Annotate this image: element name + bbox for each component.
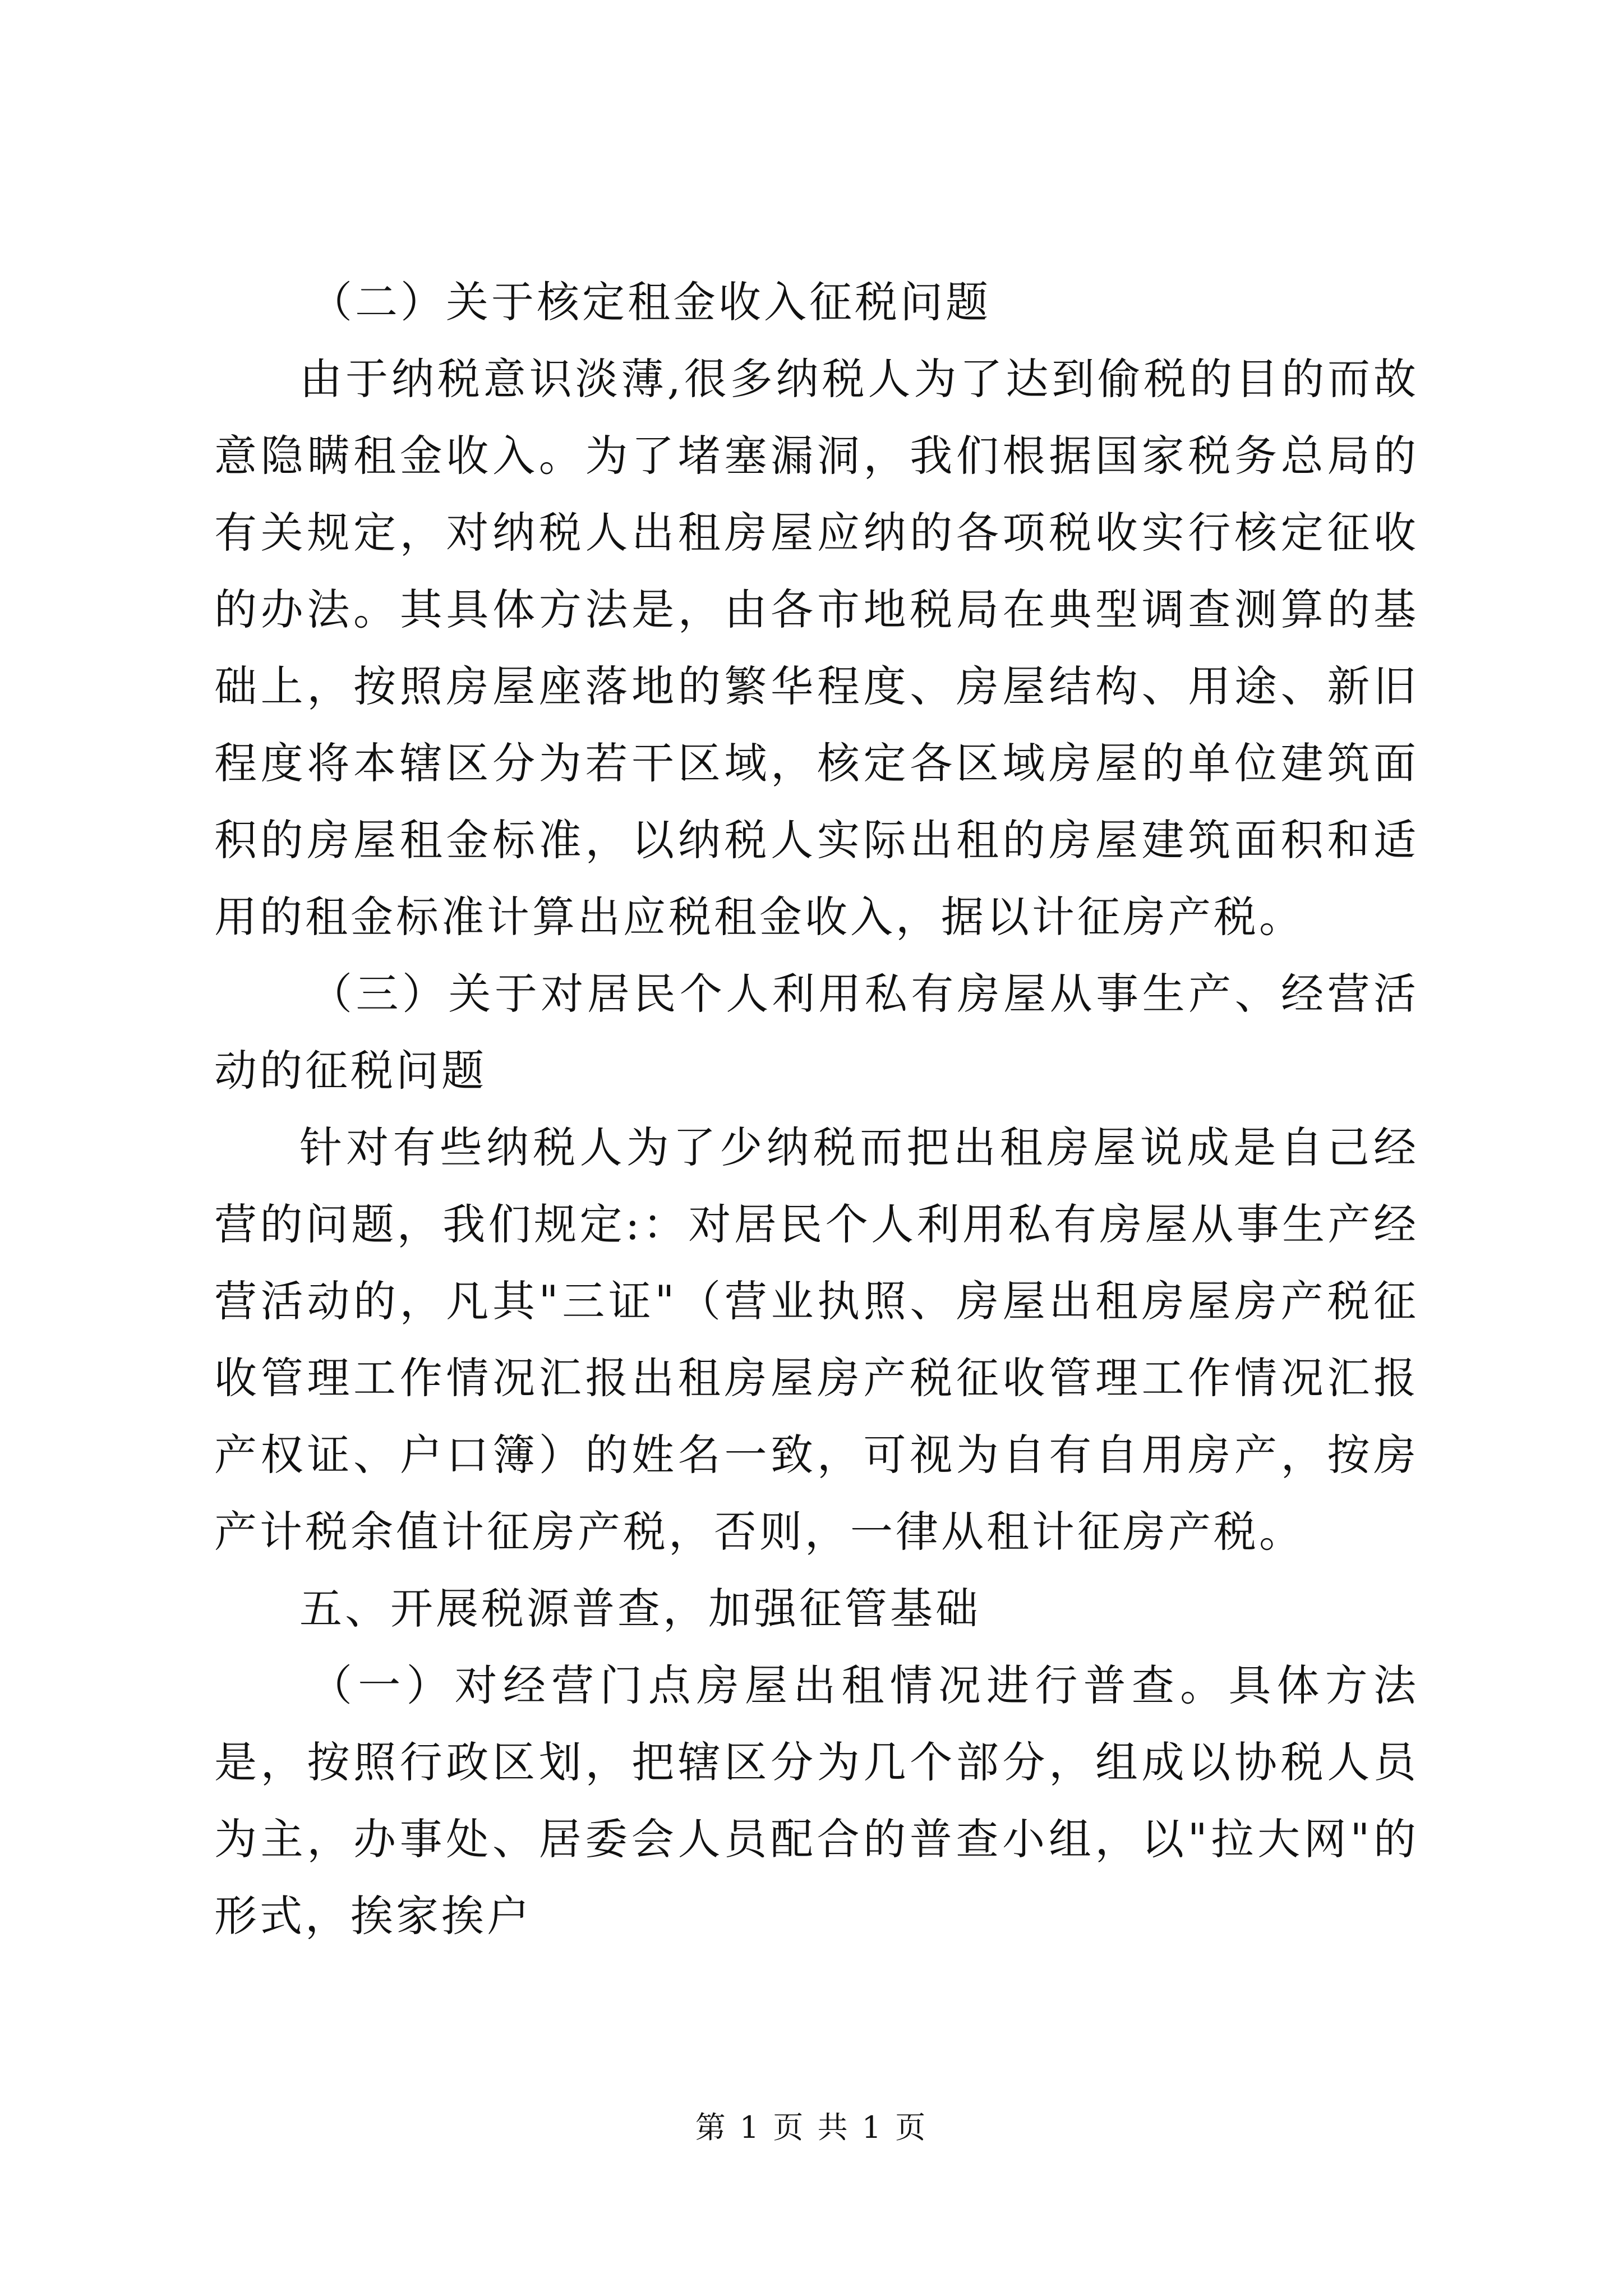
section-heading-3: （三）关于对居民个人利用私有房屋从事生产、经营活动的征税问题 [214, 969, 1419, 1096]
document-body [214, 264, 1419, 1954]
body-paragraph: 针对有些纳税人为了少纳税而把出租房屋说成是自己经营的问题，我们规定:：对居民个人利用私有房屋从事生产经营活动的，凡其"三证"（营业执照、房屋出租房屋房产税征收管理工作情况汇报出租房屋房产税征收管理工作情况汇报产权证、户口簿）的姓名一致，可视为自有自用房产，按房产计税余值计征房产税，否则，一律从租计征房产税。 [214, 1122, 1419, 1557]
page-footer: 第 1 页 共 1 页 [695, 2110, 928, 2145]
body-paragraph: 由于纳税意识淡薄,很多纳税人为了达到偷税的目的而故意隐瞒租金收入。为了堵塞漏洞，我们根据国家税务总局的有关规定，对纳税人出租房屋应纳的各项税收实行核定征收的办法。其具体方法是，由各市地税局在典型调查测算的基础上，按照房屋座落地的繁华程度、房屋结构、用途、新旧程度将本辖区分为若干区域，核定各区域房屋的单位建筑面积的房屋租金标准，以纳税人实际出租的房屋建筑面积和适用的租金标准计算出应税租金收入，据以计征房产税。 [214, 354, 1419, 942]
body-paragraph: （一）对经营门点房屋出租情况进行普查。具体方法是，按照行政区划，把辖区分为几个部分，组成以协税人员为主，办事处、居委会人员配合的普查小组，以"拉大网"的形式，挨家挨户 [214, 1660, 1419, 1941]
section-heading-2: （二）关于核定租金收入征税问题 [310, 277, 991, 327]
chapter-heading-5: 五、开展税源普查，加强征管基础 [299, 1584, 981, 1634]
